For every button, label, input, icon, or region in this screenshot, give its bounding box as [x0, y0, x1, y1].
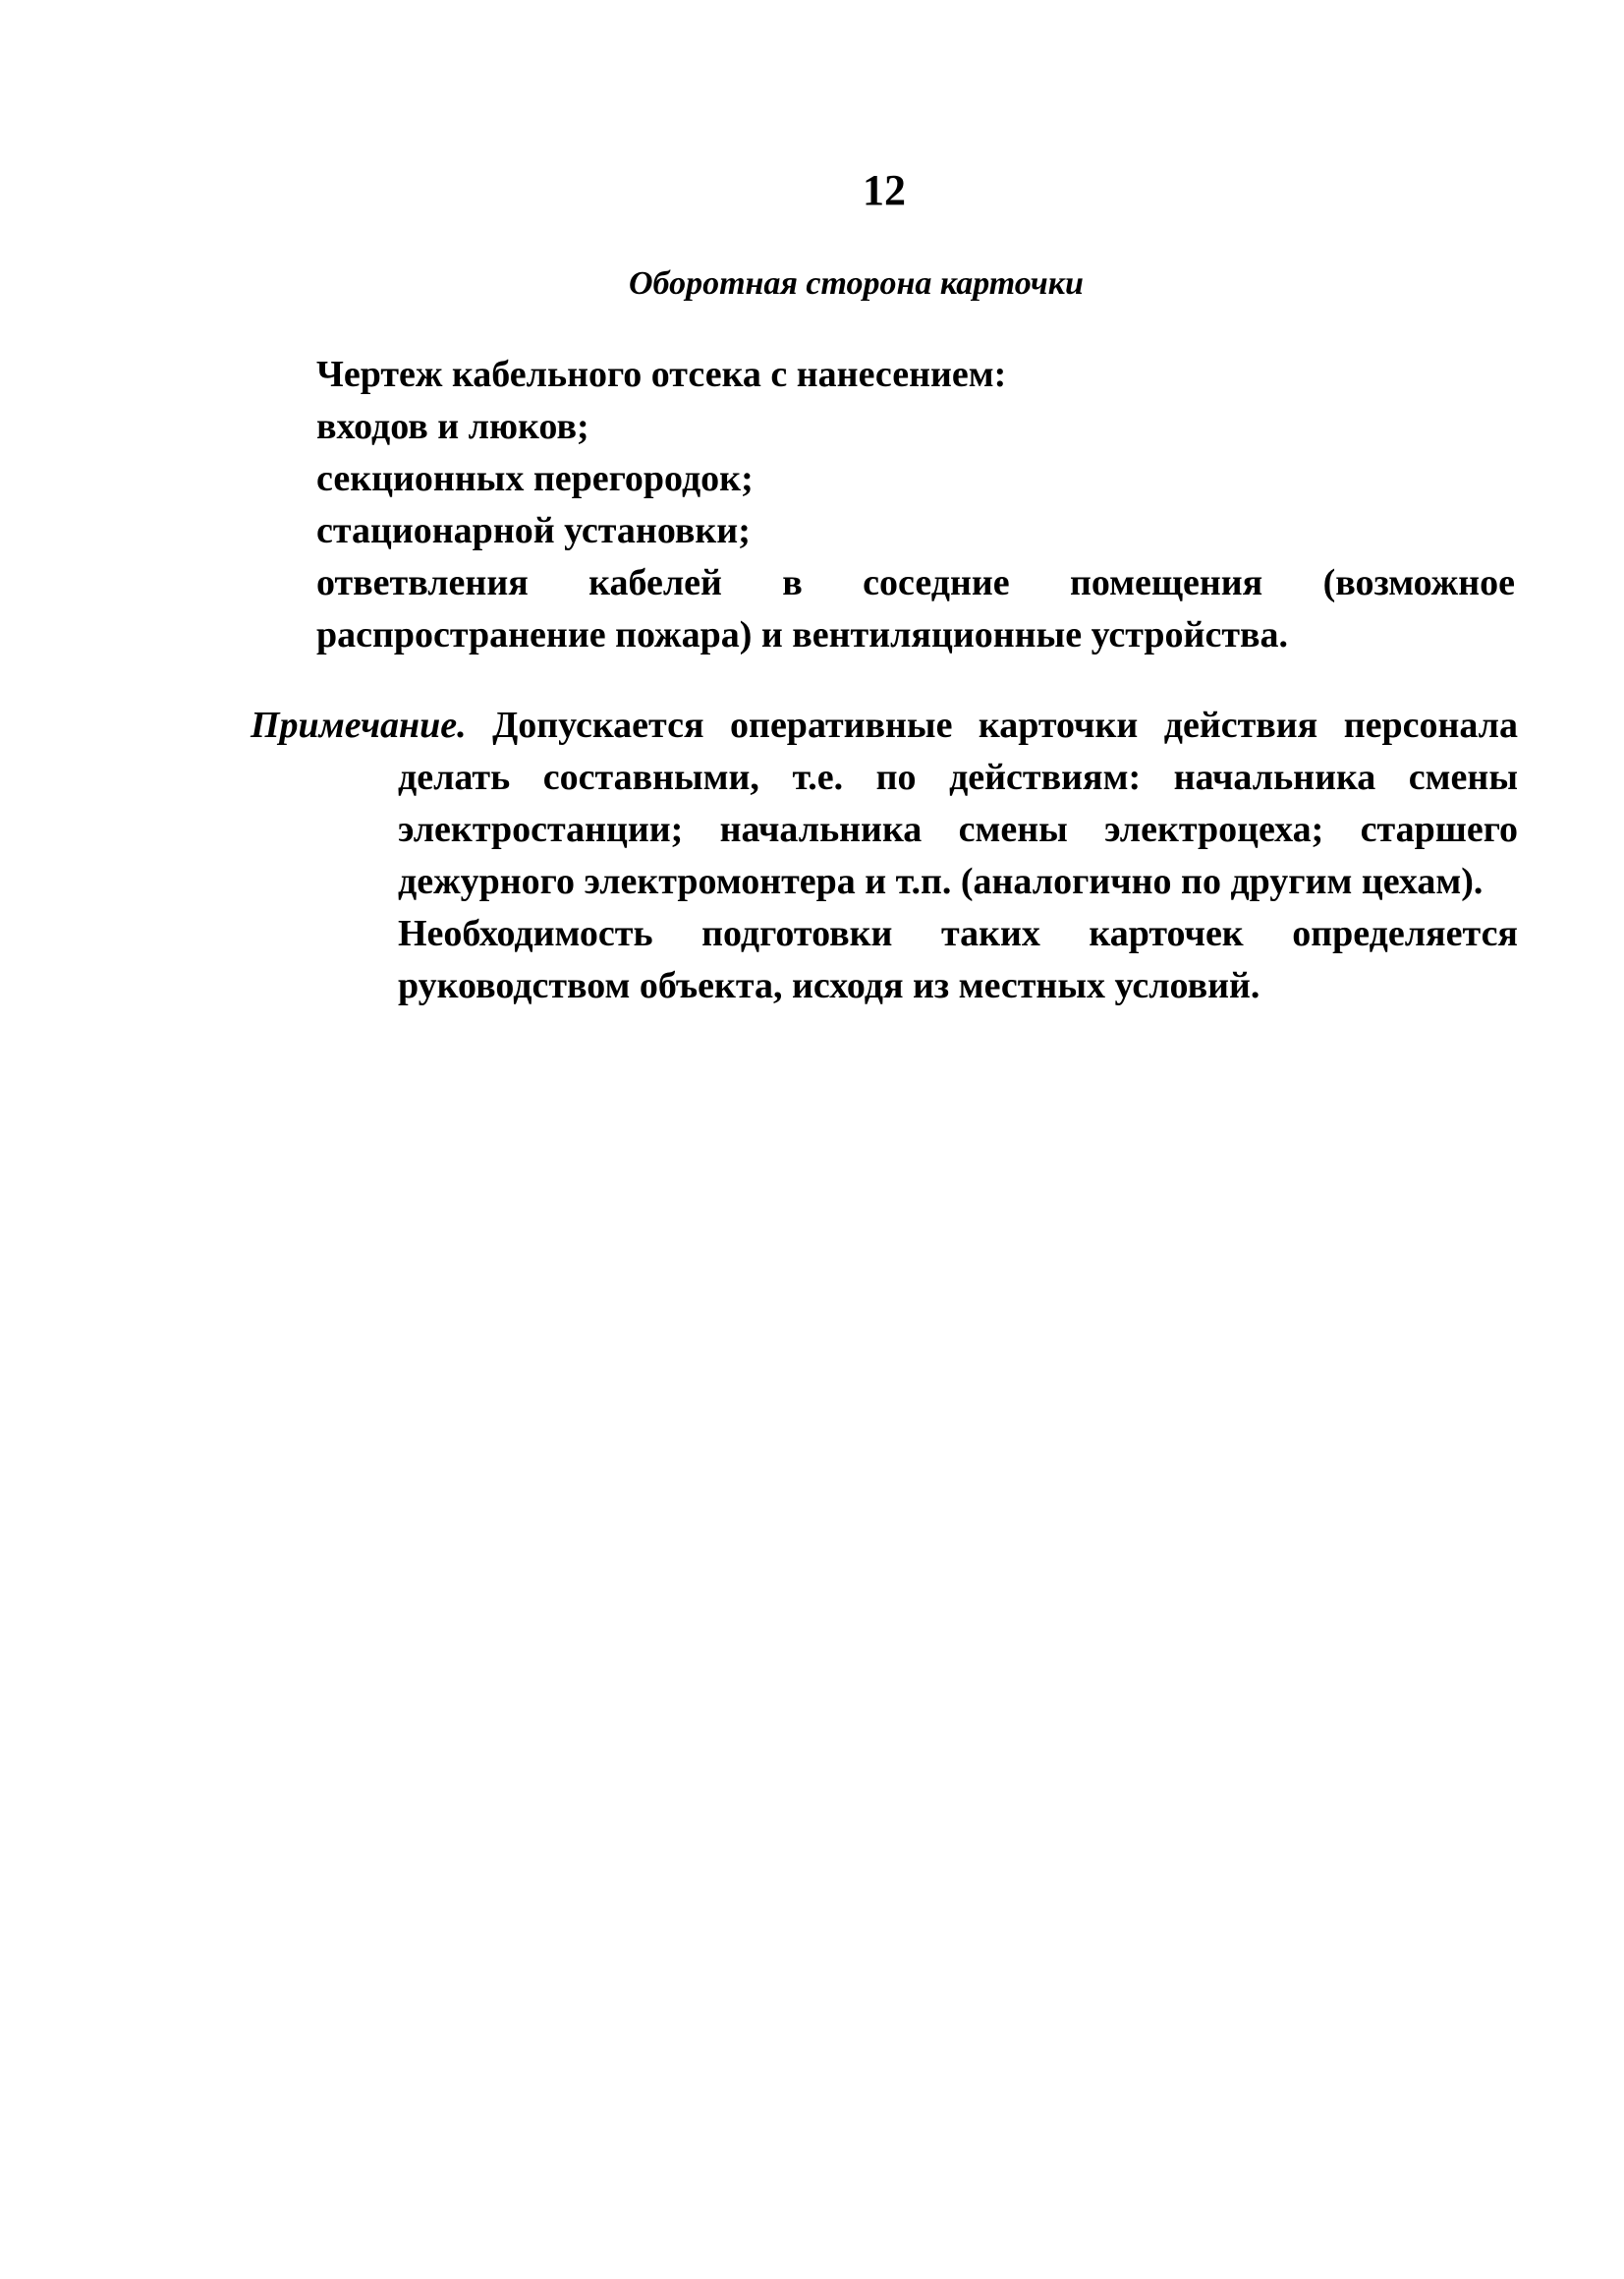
note-text: Допускается оперативные карточки действия персонала делать составными, т.е. по действиям: начальника смены электростанции; начальника смены электроцеха; старшего дежурного электромонтера и т.п. (аналогично по другим цехам). — [398, 705, 1518, 902]
note-label: Примечание. — [251, 705, 467, 746]
note-paragraph — [251, 700, 1518, 908]
section-subtitle: Оборотная сторона карточки — [629, 265, 1084, 302]
list-item: секционных перегородок; — [316, 458, 754, 499]
list-item: ответвления кабелей в соседние помещения (возможное распространение пожара) и вентиляционные устройства. — [316, 562, 1515, 655]
list-item: стационарной установки; — [316, 510, 751, 551]
note-paragraph: Необходимость подготовки таких карточек определяется руководством объекта, исходя из местных условий. — [398, 913, 1518, 1006]
note-block — [251, 700, 1518, 1012]
page-number: 12 — [863, 166, 906, 214]
list-item: входов и люков; — [316, 406, 589, 447]
list-heading: Чертеж кабельного отсека с нанесением: — [316, 354, 1007, 395]
drawing-requirements-list — [316, 349, 1515, 661]
